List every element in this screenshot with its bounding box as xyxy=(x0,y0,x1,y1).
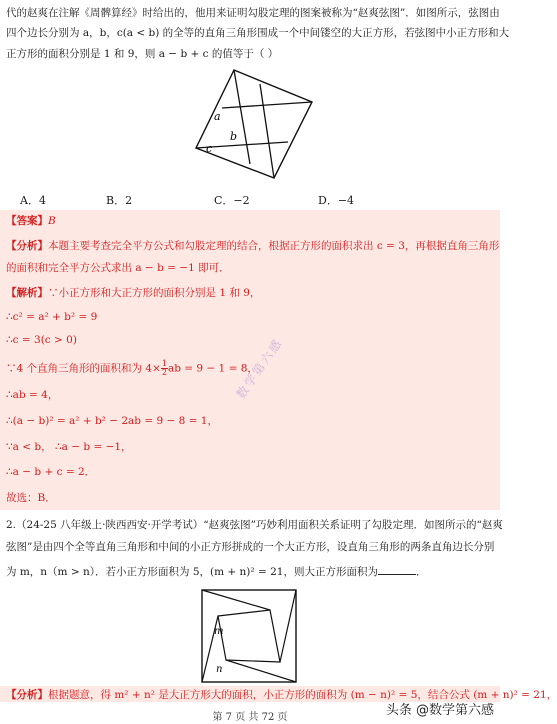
answer-blank xyxy=(378,565,416,575)
q2-analysis-label: 【分析】 xyxy=(6,689,48,701)
q2-line-1: 2.（24-25 八年级上·陕西西安·开学考试）“赵爽弦图”巧妙利用面积关系证明了勾股定理．如图所示的“赵爽 xyxy=(6,519,503,531)
step3-post: ab = 9 − 1 = 8， xyxy=(167,362,258,375)
analysis-row-1 xyxy=(6,239,500,253)
solution-step-4: ∴ab = 4， xyxy=(6,389,59,401)
brand-badge xyxy=(386,699,494,718)
step3-fraction xyxy=(161,360,168,377)
q2-line-2: 弦图”是由四个全等直角三角形和中间的小正方形拼成的一个大正方形，设直角三角形的两条直角边长分别 xyxy=(6,541,495,553)
step3-frac-den: 2 xyxy=(161,368,167,377)
option-d: D．−4 xyxy=(318,194,355,207)
q2-line-3-text: 为 m，n（m > n）．若小正方形面积为 5，(m + n)² = 21，则大正方形面积为 xyxy=(6,566,378,578)
solution-step-1: ∴c² = a² + b² = 9 xyxy=(6,311,98,323)
watermark-text: 数学第六感 xyxy=(233,335,286,402)
q2-line-3 xyxy=(6,565,494,579)
solution-text-1: ∵小正方形和大正方形的面积分别是 1 和 9， xyxy=(48,287,261,299)
solution-label: 【解析】 xyxy=(6,287,48,299)
option-b: B．2 xyxy=(106,194,133,207)
answer-value: B xyxy=(48,215,56,227)
fig2-label-n: n xyxy=(216,664,223,675)
fig1-label-a: a xyxy=(214,110,221,123)
solution-step-6: ∵a < b， ∴a − b = −1， xyxy=(6,441,132,453)
zhao-shuang-figure-2 xyxy=(200,588,300,684)
page-footer: 第 7 页 共 72 页 xyxy=(212,712,288,723)
analysis-text-1: 本题主要考查完全平方公式和勾股定理的结合，根据正方形的面积求出 c = 3，再根据直角三角形 xyxy=(48,240,500,252)
brand-text: 头条 @数学第六感 xyxy=(385,703,494,718)
solution-step-5: ∴(a − b)² = a² + b² − 2ab = 9 − 8 = 1， xyxy=(6,415,218,427)
step3-pre: ∵4 个直角三角形的面积和为 4× xyxy=(6,362,161,375)
answer-label: 【答案】 xyxy=(6,215,48,227)
zhao-shuang-figure-1 xyxy=(192,68,314,180)
solution-step-2: ∴c = 3(c > 0) xyxy=(6,334,77,346)
solution-conclusion: 故选：B． xyxy=(6,492,56,504)
solution-row-1 xyxy=(6,286,494,300)
step3-frac-num: 1 xyxy=(161,359,167,368)
option-a: A．4 xyxy=(20,194,46,207)
fig1-label-c: c xyxy=(206,142,213,155)
q2-analysis-text: 根据题意，得 m² + n² 是大正方形大的面积，小正方形的面积为 (m − n)² = 5，结合公式 (m + n)² = 21， xyxy=(48,689,557,701)
answer-row xyxy=(6,214,494,228)
option-c: C．−2 xyxy=(214,194,250,207)
fig1-label-b: b xyxy=(230,130,238,143)
q1-line-3: 正方形的面积分别是 1 和 9，则 a − b + c 的值等于（ ） xyxy=(6,48,279,60)
solution-step-7: ∴a − b + c = 2． xyxy=(6,466,96,478)
analysis-label: 【分析】 xyxy=(6,240,48,252)
q1-line-1: 代的赵爽在注解《周髀算经》时给出的，他用来证明勾股定理的图案被称为“赵爽弦图”．如图所示，弦图由 xyxy=(6,7,500,19)
q1-line-2: 四个边长分别为 a，b，c(a < b) 的全等的直角三角形围成一个中间镂空的大正方形，若弦图中小正方形和大 xyxy=(6,27,510,39)
fig2-label-m: m xyxy=(214,626,224,637)
analysis-row-2: 的面积和完全平方公式求出 a − b = −1 即可． xyxy=(6,262,230,274)
q2-line-3-end: ． xyxy=(415,566,427,578)
